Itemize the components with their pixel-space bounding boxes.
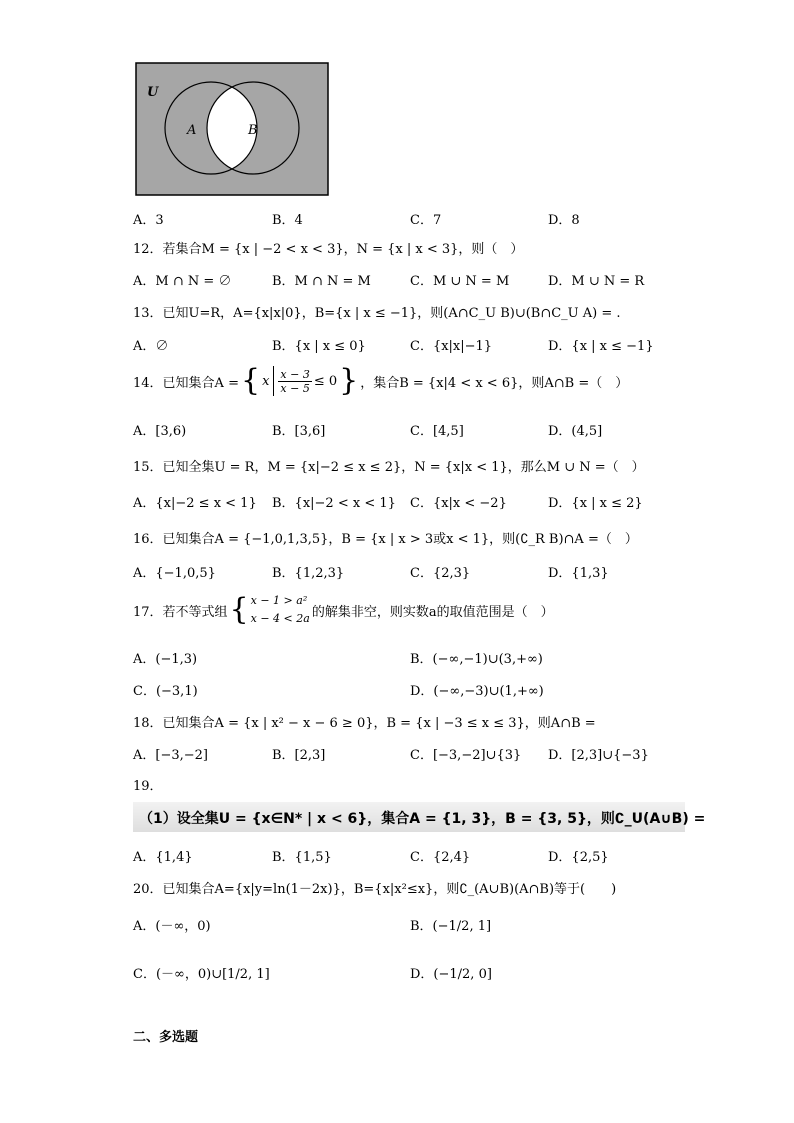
q16-stem: 16．已知集合A = {−1,0,1,3,5}，B = {x | x > 3或x < 1}，则(∁_R B)∩A =（ ） (133, 532, 638, 547)
q13-option-b: B．{x | x ≤ 0} (272, 339, 366, 354)
q17-line1: x − 1 > a² (250, 594, 308, 607)
q16-option-b: B．{1,2,3} (272, 566, 345, 581)
q17-suffix: 的解集非空，则实数a的取值范围是（ ） (311, 604, 554, 620)
q16-option-d: D．{1,3} (548, 566, 609, 581)
q18-option-a: A．[−3,−2] (133, 748, 208, 763)
q14-prefix: 14．已知集合A = (133, 375, 239, 391)
q13-stem: 13．已知U=R，A={x|x|0}，B={x | x ≤ −1}，则(A∩C_U B)∪(B∩C_U A) = . (133, 306, 621, 321)
q20-stem: 20．已知集合A={x|y=ln(1－2x)}，B={x|x²≤x}，则∁_(A∪B)(A∩B)等于( ) (133, 882, 617, 897)
q19-number: 19． (133, 779, 163, 794)
section-heading-multiple-choice: 二、多选题 (133, 1030, 199, 1045)
q14-frac-den: x − 5 (280, 381, 310, 395)
q17-option-a: A．(−1,3) (133, 652, 198, 667)
q12-option-b: B．M ∩ N = M (272, 274, 371, 289)
q13-option-d: D．{x | x ≤ −1} (548, 339, 654, 354)
q14-option-b: B．[3,6] (272, 424, 326, 439)
q17-option-c: C．(−3,1) (133, 684, 198, 699)
q15-option-b: B．{x|−2 < x < 1} (272, 496, 396, 511)
q19-option-b: B．{1,5} (272, 850, 332, 865)
q11-option-d: D．8 (548, 213, 580, 228)
q20-option-d: D．(−1/2, 0] (410, 967, 492, 982)
q19-image-text: （1）设全集U = {x∈N* | x < 6}，集合A = {1, 3}，B = {3, 5}，则∁_U(A∪B) = (139, 811, 706, 827)
q18-stem: 18．已知集合A = {x | x² − x − 6 ≥ 0}，B = {x | −3 ≤ x ≤ 3}，则A∩B = (133, 716, 596, 731)
q15-option-a: A．{x|−2 ≤ x < 1} (133, 496, 257, 511)
q11-option-b: B．4 (272, 213, 303, 228)
q20-option-b: B．(−1/2, 1] (410, 919, 492, 934)
q14-set-bar (273, 366, 274, 396)
q19-option-c: C．{2,4} (410, 850, 471, 865)
q12-option-a: A．M ∩ N = ∅ (133, 274, 232, 289)
q17-stem (133, 592, 554, 628)
q19-image-banner (133, 802, 706, 832)
q13-option-a: A．∅ (133, 339, 169, 354)
q11-option-a: A．3 (133, 213, 164, 228)
q18-option-c: C．[−3,−2]∪{3} (410, 748, 522, 763)
q14-frac-num: x − 3 (280, 367, 310, 381)
q17-brace: { (229, 592, 249, 627)
q20-option-a: A．(－∞，0) (133, 919, 211, 934)
q14-set-var: x (262, 373, 270, 389)
q14-option-c: C．[4,5] (410, 424, 464, 439)
q15-stem: 15．已知全集U = R，M = {x|−2 ≤ x ≤ 2}，N = {x|x < 1}，那么M ∪ N =（ ） (133, 460, 645, 475)
q14-stem (133, 363, 629, 398)
q11-option-c: C．7 (410, 213, 442, 228)
q14-fraction (278, 368, 311, 395)
venn-label-u: U (147, 85, 159, 100)
q15-option-d: D．{x | x ≤ 2} (548, 496, 643, 511)
venn-label-a: A (187, 123, 197, 138)
q19-option-a: A．{1,4} (133, 850, 193, 865)
q12-option-c: C．M ∪ N = M (410, 274, 510, 289)
q17-option-b: B．(−∞,−1)∪(3,+∞) (410, 652, 543, 667)
q12-stem: 12．若集合M = {x | −2 < x < 3}，N = {x | x < 3}，则（ ） (133, 242, 524, 257)
q14-suffix: ，集合B = {x|4 < x < 6}，则A∩B =（ ） (360, 375, 629, 391)
venn-diagram (135, 62, 329, 196)
q20-option-c: C．(－∞，0)∪[1/2, 1] (133, 967, 270, 982)
q18-option-b: B．[2,3] (272, 748, 326, 763)
q14-brace-open: { (240, 363, 261, 398)
q19-option-d: D．{2,5} (548, 850, 609, 865)
q17-system (251, 592, 310, 628)
q14-ineq: ≤ 0 (313, 373, 338, 389)
q12-option-d: D．M ∪ N = R (548, 274, 645, 289)
q14-option-d: D．(4,5] (548, 424, 603, 439)
q18-option-d: D．[2,3]∪{−3} (548, 748, 649, 763)
q15-option-c: C．{x|x < −2} (410, 496, 507, 511)
q17-option-d: D．(−∞,−3)∪(1,+∞) (410, 684, 544, 699)
venn-label-b: B (248, 123, 258, 138)
q17-line2: x − 4 < 2a (250, 612, 310, 625)
q13-option-c: C．{x|x|−1} (410, 339, 493, 354)
q16-option-a: A．{−1,0,5} (133, 566, 216, 581)
q14-option-a: A．[3,6) (133, 424, 187, 439)
q14-brace-close: } (339, 363, 359, 398)
q16-option-c: C．{2,3} (410, 566, 471, 581)
q17-prefix: 17．若不等式组 (133, 604, 228, 620)
